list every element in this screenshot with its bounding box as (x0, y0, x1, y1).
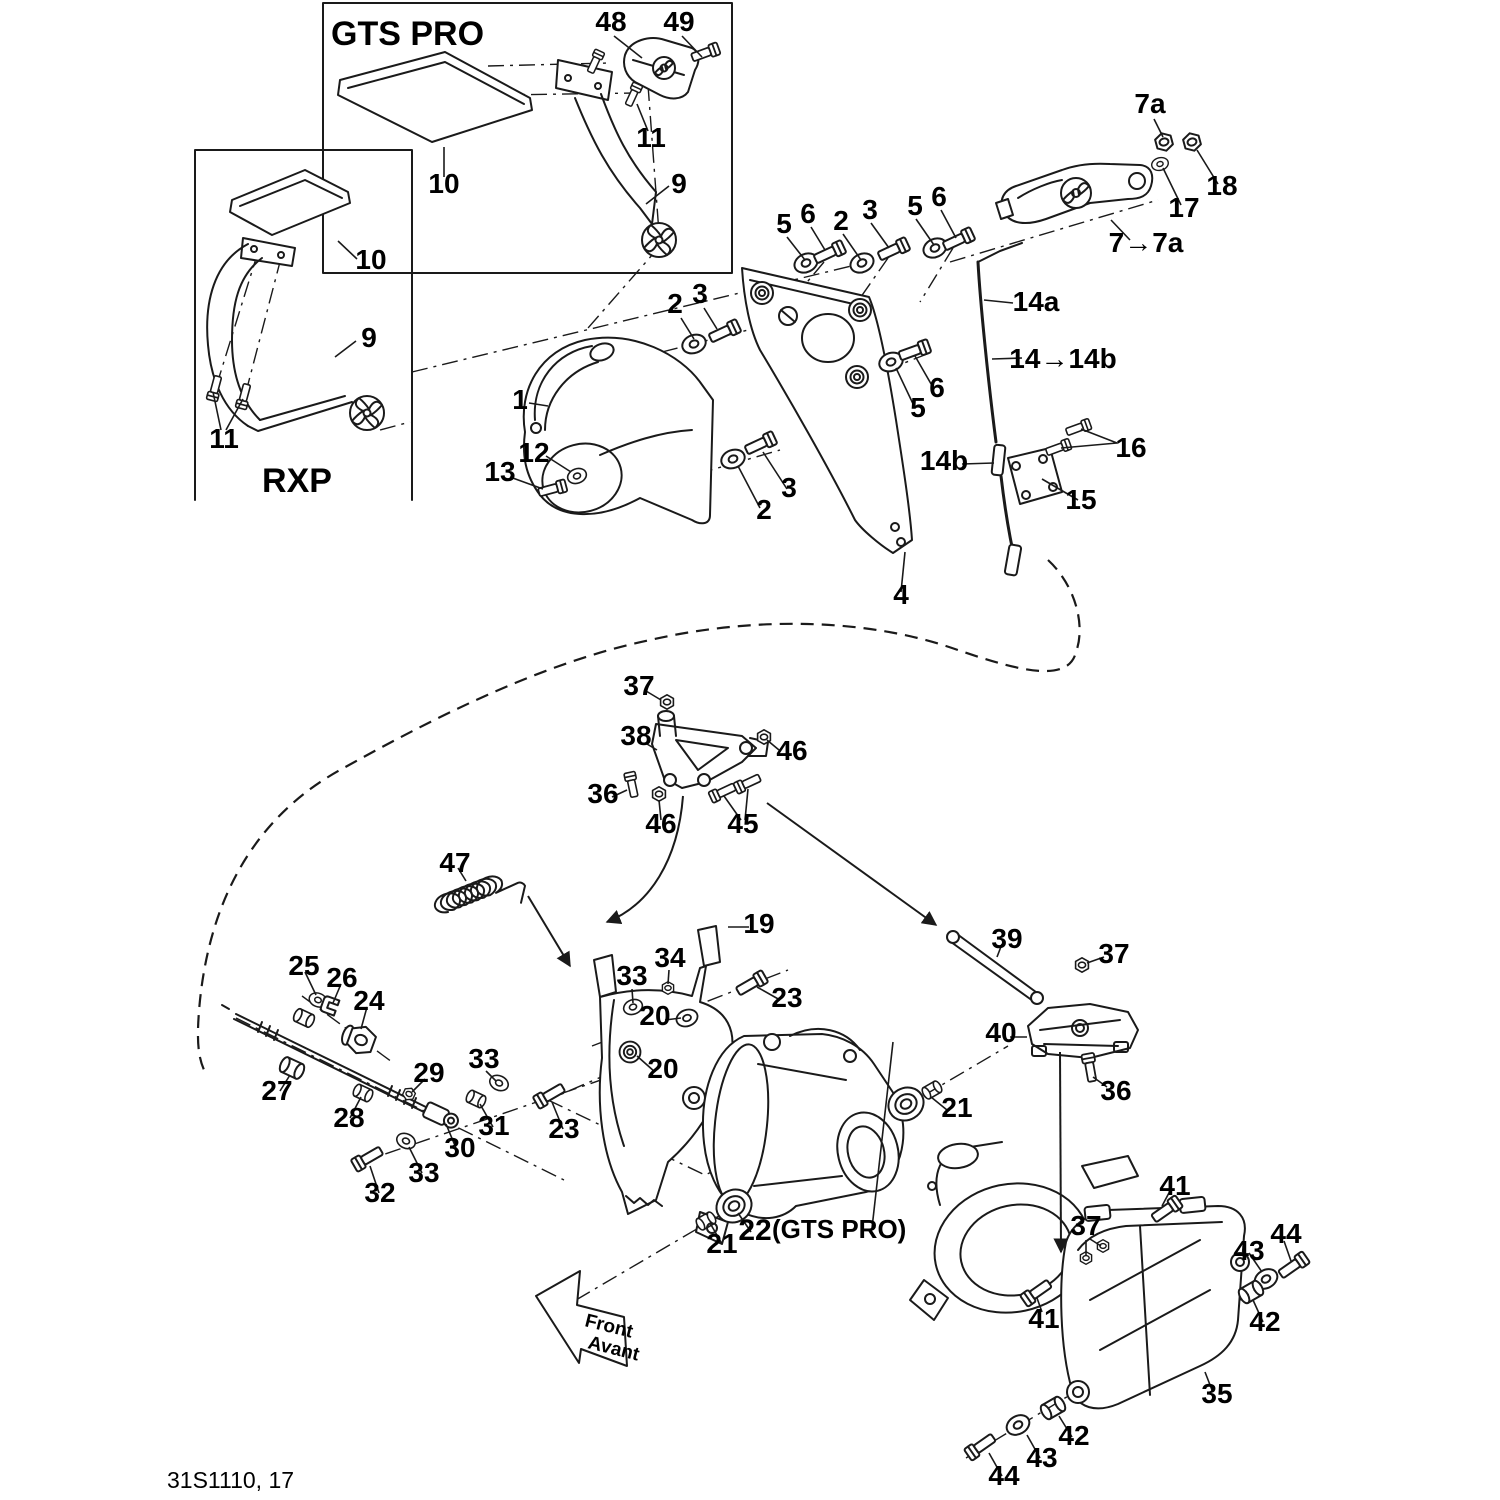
callout-5: 5 (776, 208, 792, 239)
callout-41: 41 (1028, 1303, 1060, 1334)
callout-31s1110-17: 31S1110, 17 (167, 1467, 295, 1493)
callout-33: 33 (408, 1157, 440, 1188)
bolt-44-left (964, 1432, 997, 1461)
leader-line (941, 210, 956, 238)
nut-37-gate-a (1097, 1240, 1108, 1253)
callout-6: 6 (929, 372, 945, 403)
callout-14b: 14b (919, 445, 969, 476)
callout-10: 10 (428, 168, 460, 199)
leader-line (843, 234, 861, 260)
grommet-plate-c (846, 366, 868, 388)
nut-37-top (661, 695, 674, 709)
bracket-38 (652, 711, 768, 788)
callout-23: 23 (548, 1113, 580, 1144)
callout--gts-pro-: (GTS PRO) (772, 1214, 907, 1244)
callout-14a: 14a (1012, 286, 1060, 317)
callout-5: 5 (910, 392, 926, 423)
leader-line (632, 989, 633, 1003)
callout-37: 37 (1070, 1210, 1102, 1241)
grommet-plate-b (849, 299, 871, 321)
bolt-32 (351, 1144, 385, 1172)
bracket-15 (1008, 448, 1062, 504)
callout-17: 17 (1168, 192, 1200, 223)
callout-front: Front (582, 1310, 635, 1343)
callout-6: 6 (800, 198, 816, 229)
callout-3: 3 (781, 472, 797, 503)
washer-17 (1150, 156, 1169, 173)
nut-37-right (1076, 958, 1089, 972)
leader-line (1154, 119, 1163, 137)
leader-line (646, 186, 669, 204)
callout-39: 39 (991, 923, 1023, 954)
callout-3: 3 (692, 278, 708, 309)
callout-36: 36 (587, 778, 619, 809)
callout-14-14b: 14→14b (1009, 343, 1117, 374)
rxp-wheel (350, 396, 384, 430)
leader-line (811, 227, 825, 250)
nut-46-bottom (653, 787, 666, 801)
assembly-direction-arrow (767, 803, 936, 925)
bolt-11-gts-b (623, 82, 642, 108)
callout-9: 9 (361, 322, 377, 353)
gts-wheel (642, 223, 676, 257)
callout-7-7a: 7→7a (1108, 227, 1184, 258)
callout-16: 16 (1115, 432, 1147, 463)
bolt-23-right (735, 970, 769, 998)
callout-35: 35 (1201, 1378, 1233, 1409)
washer-2-top (847, 250, 876, 276)
callout-rxp: RXP (262, 462, 332, 500)
bolt-49 (690, 42, 721, 63)
callout-27: 27 (261, 1075, 293, 1106)
callout-4: 4 (893, 579, 909, 610)
callout-42: 42 (1058, 1420, 1090, 1451)
callout-25: 25 (288, 950, 320, 981)
leader-line (335, 341, 356, 357)
bolt-3-top (876, 237, 910, 263)
washer-2-mid (680, 331, 709, 356)
callout-11: 11 (636, 122, 666, 153)
washer-43-left (1003, 1411, 1033, 1439)
callout-48: 48 (595, 6, 627, 37)
callout-24: 24 (353, 985, 385, 1016)
gts-bracket-knob (653, 57, 675, 79)
callout-40: 40 (985, 1017, 1017, 1048)
callout-23: 23 (771, 982, 803, 1013)
clevis-30 (422, 1102, 460, 1131)
callout-28: 28 (333, 1102, 365, 1133)
callout-20: 20 (639, 1000, 671, 1031)
callout-44: 44 (1270, 1218, 1302, 1249)
callout-29: 29 (413, 1057, 445, 1088)
rxp-arm-9 (207, 238, 352, 431)
callout-2: 2 (833, 205, 849, 236)
callout-9: 9 (671, 168, 687, 199)
callout-18: 18 (1206, 170, 1238, 201)
nut-24 (338, 1020, 378, 1057)
leader-line (984, 300, 1013, 303)
callout-34: 34 (654, 942, 686, 973)
callout-6: 6 (931, 181, 947, 212)
callout-7a: 7a (1134, 88, 1166, 119)
callout-37: 37 (1098, 938, 1130, 969)
bushing-31 (465, 1089, 488, 1109)
spring-47 (435, 876, 525, 912)
rxp-sponson-plate-10 (230, 170, 350, 235)
bolt-3-low (743, 431, 777, 457)
bolt-6-b (941, 227, 975, 253)
bolt-45-a (708, 781, 737, 803)
bolt-11-rxp-b (235, 383, 252, 410)
leader-line (871, 223, 889, 248)
washer-2-low (719, 446, 748, 471)
callout-1: 1 (512, 384, 528, 415)
bracket-40 (1028, 1004, 1138, 1058)
callout-21: 21 (706, 1228, 738, 1259)
callout-gts-pro: GTS PRO (331, 15, 485, 53)
assembly-direction-arrow (1060, 1052, 1061, 1252)
callout-33: 33 (616, 960, 648, 991)
callout-30: 30 (444, 1132, 476, 1163)
callout-32: 32 (364, 1177, 396, 1208)
callout-45: 45 (727, 808, 759, 839)
leader-line (1081, 429, 1117, 443)
nut-18 (1182, 131, 1202, 153)
bolt-16-a (1065, 418, 1092, 437)
callout-33: 33 (468, 1043, 500, 1074)
callout-43: 43 (1026, 1442, 1058, 1473)
callout-36: 36 (1100, 1075, 1132, 1106)
leader-line (787, 237, 805, 260)
callout-2: 2 (756, 494, 772, 525)
bushing-26 (292, 1008, 316, 1029)
callout-41: 41 (1159, 1170, 1191, 1201)
bolt-44-right (1277, 1251, 1310, 1280)
bolt-23-left (533, 1081, 567, 1109)
callout-26: 26 (326, 962, 358, 993)
callout-20: 20 (647, 1053, 679, 1084)
callout-43: 43 (1233, 1235, 1265, 1266)
callout-46: 46 (776, 735, 808, 766)
callout-15: 15 (1065, 484, 1097, 515)
bolt-36-mid (624, 771, 640, 798)
callout-5: 5 (907, 190, 923, 221)
cover-1 (524, 338, 713, 524)
callout-21: 21 (941, 1092, 973, 1123)
callout-47: 47 (439, 847, 471, 878)
callout-31: 31 (478, 1110, 510, 1141)
callout-44: 44 (988, 1460, 1020, 1491)
callout-19: 19 (743, 908, 775, 939)
callout-2: 2 (667, 288, 683, 319)
leader-line (704, 308, 717, 329)
callout-22: 22 (738, 1214, 772, 1247)
steering-rod (222, 1005, 432, 1115)
callout-37: 37 (623, 670, 655, 701)
leader-line (338, 241, 357, 259)
leader-line (681, 318, 694, 339)
callout-avant: Avant (585, 1332, 642, 1366)
callout-46: 46 (645, 808, 677, 839)
callout-42: 42 (1249, 1306, 1281, 1337)
callout-3: 3 (862, 194, 878, 225)
callout-38: 38 (620, 720, 652, 751)
leader-line (916, 219, 934, 245)
bushing-42-left (1039, 1395, 1068, 1421)
callout-13: 13 (484, 456, 516, 487)
callout-12: 12 (518, 437, 550, 468)
callout-10: 10 (355, 244, 387, 275)
callout-11: 11 (209, 423, 239, 454)
grommet-plate-a (751, 282, 773, 304)
callout-49: 49 (663, 6, 695, 37)
lever-knob (1061, 178, 1091, 208)
bolt-6-a (812, 240, 846, 266)
nut-7a (1154, 131, 1174, 153)
bushing-20-installed (620, 1042, 641, 1063)
washer-33-b (394, 1130, 417, 1151)
assembly-direction-arrow (528, 896, 570, 966)
